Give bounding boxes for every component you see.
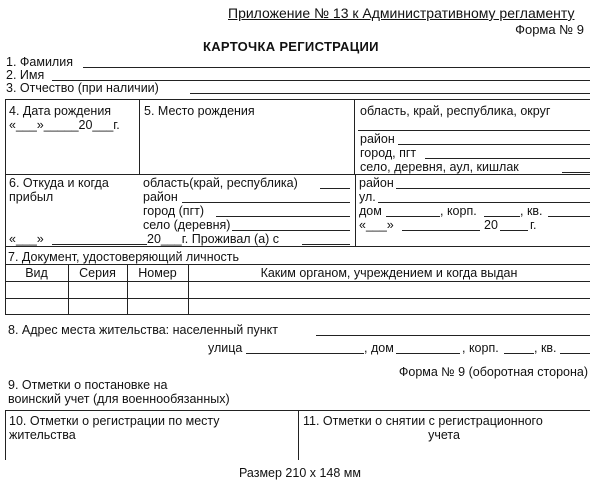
section-10-left-border <box>5 410 6 460</box>
prev-year-line[interactable] <box>500 230 528 231</box>
arrived-lived-line[interactable] <box>302 244 350 245</box>
birth-city-label: город, пгт <box>360 146 417 160</box>
residence-house-label: , дом <box>364 341 394 355</box>
section-4-left-border <box>5 99 6 174</box>
arrived-village-label: село (деревня) <box>143 218 231 232</box>
residence-building-line[interactable] <box>504 353 534 354</box>
birth-region-line[interactable] <box>358 130 590 131</box>
appendix-heading: Приложение № 13 к Административному регламенту <box>228 5 575 21</box>
birth-village-label: село, деревня, аул, кишлак <box>360 160 519 174</box>
residence-house-line[interactable] <box>396 353 460 354</box>
prev-apt-label: , кв. <box>520 204 543 218</box>
arrived-label-line2: прибыл <box>9 190 54 204</box>
table-header-series: Серия <box>79 266 116 280</box>
table-cell-series-2[interactable] <box>69 299 127 314</box>
table-header-number: Номер <box>138 266 177 280</box>
birth-district-line[interactable] <box>398 144 590 145</box>
prev-date-year: 20 <box>484 218 498 232</box>
section-6-left-border <box>5 174 6 246</box>
birth-region-label: область, край, республика, округ <box>360 104 551 118</box>
arrived-village-line[interactable] <box>232 230 350 231</box>
field-surname-label: 1. Фамилия <box>6 55 73 69</box>
prev-date-g: г. <box>530 218 537 232</box>
prev-district-line[interactable] <box>396 188 590 189</box>
birth-date-label: 4. Дата рождения <box>9 104 112 118</box>
arrived-region-line[interactable] <box>320 188 350 189</box>
prev-district-label: район <box>359 176 394 190</box>
table-header-top <box>5 264 590 265</box>
residence-apt-label: , кв. <box>534 341 557 355</box>
arrived-district-label: район <box>143 190 178 204</box>
card-title: КАРТОЧКА РЕГИСТРАЦИИ <box>203 39 379 54</box>
table-cell-issuer-2[interactable] <box>189 299 589 314</box>
military-label-line2: воинский учет (для военнообязанных) <box>8 392 230 406</box>
deregistration-marks-line2: учета <box>428 428 460 442</box>
arrived-date-quote: «___» <box>9 232 44 246</box>
prev-house-label: дом <box>359 204 382 218</box>
residence-label: 8. Адрес места жительства: населенный пункт <box>8 323 278 337</box>
registration-marks-line1: 10. Отметки о регистрации по месту <box>9 414 220 428</box>
military-label-line1: 9. Отметки о постановке на <box>8 378 168 392</box>
prev-street-label: ул. <box>359 190 376 204</box>
prev-date-quote: «___» <box>359 218 394 232</box>
arrived-district-line[interactable] <box>182 202 350 203</box>
residence-street-line[interactable] <box>246 353 364 354</box>
arrived-city-line[interactable] <box>216 216 350 217</box>
table-cell-issuer-1[interactable] <box>189 282 589 297</box>
field-patronymic-line[interactable] <box>190 93 590 94</box>
field-surname-line[interactable] <box>83 67 590 68</box>
birth-city-line[interactable] <box>425 158 590 159</box>
table-cell-type-1[interactable] <box>6 282 68 297</box>
section-5-inner-divider <box>354 99 355 174</box>
table-cell-series-1[interactable] <box>69 282 127 297</box>
deregistration-marks-line1: 11. Отметки о снятии с регистрационного <box>303 414 543 428</box>
table-bottom <box>5 314 590 315</box>
section-6-divider <box>355 174 356 246</box>
table-cell-type-2[interactable] <box>6 299 68 314</box>
prev-date-line[interactable] <box>402 230 480 231</box>
arrived-date-line[interactable] <box>52 244 147 245</box>
arrived-year-lived: 20___г. Проживал (а) с <box>147 232 280 246</box>
id-document-label: 7. Документ, удостоверяющий личность <box>8 250 240 264</box>
section-7-top-border <box>5 246 590 247</box>
registration-marks-line2: жительства <box>9 428 76 442</box>
birth-district-label: район <box>360 132 395 146</box>
field-patronymic-label: 3. Отчество (при наличии) <box>6 81 159 95</box>
prev-house-line[interactable] <box>386 216 440 217</box>
section-4-top-border <box>5 99 590 100</box>
arrived-label-line1: 6. Откуда и когда <box>9 176 109 190</box>
section-6-top-border <box>5 174 590 175</box>
prev-building-line[interactable] <box>484 216 520 217</box>
birth-village-line[interactable] <box>562 172 590 173</box>
prev-street-line[interactable] <box>378 202 590 203</box>
residence-building-label: , корп. <box>462 341 499 355</box>
table-header-type: Вид <box>25 266 48 280</box>
table-cell-number-1[interactable] <box>128 282 188 297</box>
residence-street-label: улица <box>208 341 243 355</box>
reverse-form-number: Форма № 9 (оборотная сторона) <box>398 365 588 379</box>
birth-date-value[interactable]: «___»_____20___г. <box>9 118 120 132</box>
table-cell-number-2[interactable] <box>128 299 188 314</box>
prev-apt-line[interactable] <box>548 216 590 217</box>
residence-apt-line[interactable] <box>560 353 590 354</box>
card-size-note: Размер 210 x 148 мм <box>238 466 361 480</box>
prev-building-label: , корп. <box>440 204 477 218</box>
form-number: Форма № 9 <box>515 22 584 37</box>
table-header-issuer: Каким органом, учреждением и когда выдан <box>260 266 518 280</box>
birth-place-label: 5. Место рождения <box>144 104 255 118</box>
field-name-label: 2. Имя <box>6 68 45 82</box>
arrived-region-label: область(край, республика) <box>143 176 298 190</box>
arrived-city-label: город (пгт) <box>143 204 205 218</box>
section-4-5-divider <box>139 99 140 174</box>
residence-locality-line[interactable] <box>316 335 590 336</box>
